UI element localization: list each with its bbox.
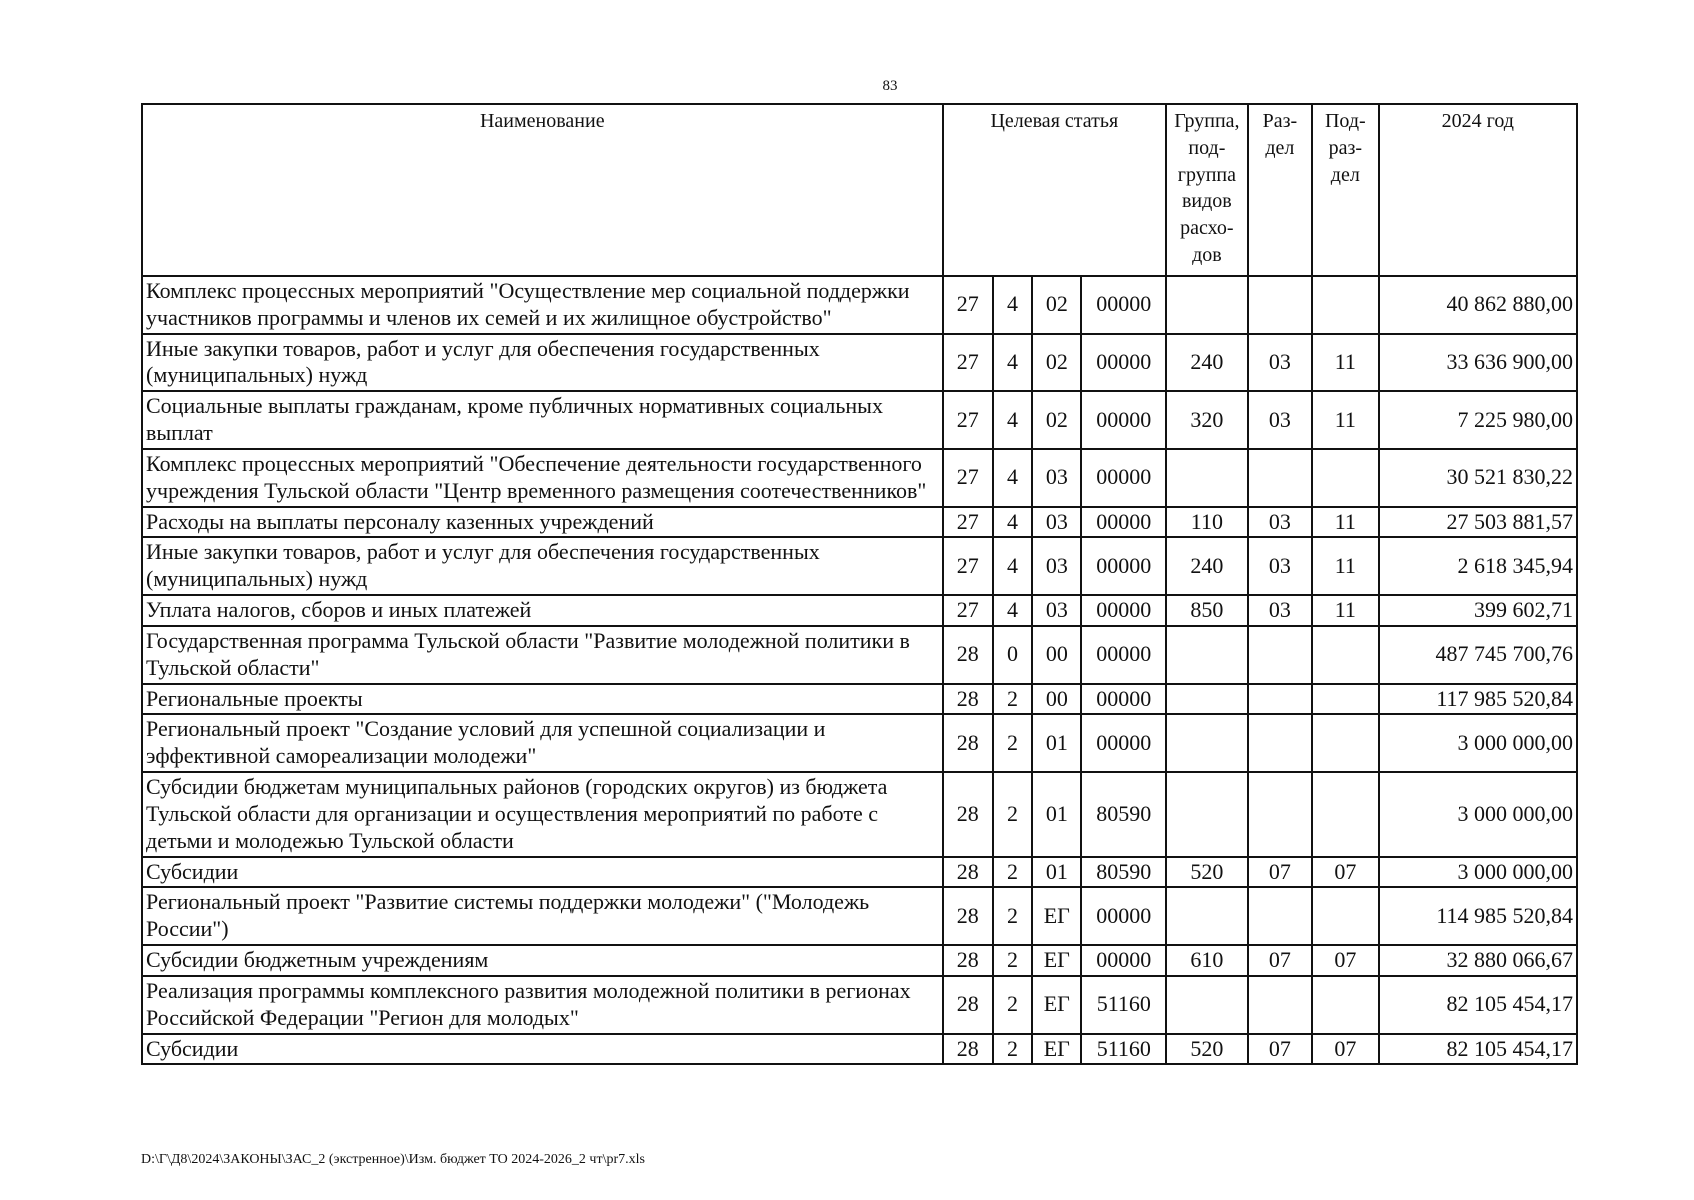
- target-code-direction: 00000: [1081, 391, 1166, 449]
- amount-2024: 27 503 881,57: [1379, 507, 1577, 538]
- target-code-subprogram: 4: [993, 507, 1032, 538]
- expense-group: 520: [1166, 1034, 1248, 1065]
- row-name: Уплата налогов, сборов и иных платежей: [142, 595, 943, 626]
- target-code-program: 27: [943, 537, 993, 595]
- target-code-subprogram: 0: [993, 626, 1032, 684]
- section-code: 03: [1248, 595, 1312, 626]
- amount-2024: 3 000 000,00: [1379, 714, 1577, 772]
- target-code-program: 27: [943, 449, 993, 507]
- target-code-direction: 00000: [1081, 276, 1166, 334]
- target-code-program: 27: [943, 276, 993, 334]
- subsection-code: [1312, 772, 1378, 856]
- target-code-subprogram: 2: [993, 976, 1032, 1034]
- header-target-article: Целевая статья: [943, 104, 1167, 276]
- target-code-direction: 00000: [1081, 714, 1166, 772]
- target-code-program: 27: [943, 391, 993, 449]
- section-code: [1248, 714, 1312, 772]
- table-row: [142, 507, 1577, 538]
- table-row: [142, 626, 1577, 684]
- amount-2024: 399 602,71: [1379, 595, 1577, 626]
- target-code-program: 28: [943, 714, 993, 772]
- target-code-program: 27: [943, 507, 993, 538]
- table-row: [142, 976, 1577, 1034]
- header-year: 2024 год: [1379, 104, 1577, 276]
- subsection-code: 11: [1312, 507, 1378, 538]
- target-code-direction: 00000: [1081, 507, 1166, 538]
- row-name: Региональный проект "Создание условий для успешной социализации и эффективной самореализации молодежи": [142, 714, 943, 772]
- target-code-subprogram: 2: [993, 945, 1032, 976]
- amount-2024: 3 000 000,00: [1379, 772, 1577, 856]
- target-code-program: 28: [943, 1034, 993, 1065]
- table-row: [142, 887, 1577, 945]
- amount-2024: 33 636 900,00: [1379, 334, 1577, 392]
- subsection-code: 07: [1312, 1034, 1378, 1065]
- row-name: Комплекс процессных мероприятий "Осуществление мер социальной поддержки участников программы и членов их семей и их жилищное обустройство": [142, 276, 943, 334]
- subsection-code: 11: [1312, 334, 1378, 392]
- amount-2024: 32 880 066,67: [1379, 945, 1577, 976]
- section-code: 03: [1248, 507, 1312, 538]
- footer-file-path: D:\Г\Д8\2024\ЗАКОНЫ\ЗАС_2 (экстренное)\Изм. бюджет ТО 2024-2026_2 чт\pr7.xls: [141, 1152, 645, 1167]
- subsection-code: [1312, 714, 1378, 772]
- subsection-code: 11: [1312, 595, 1378, 626]
- expense-group: [1166, 276, 1248, 334]
- expense-group: [1166, 772, 1248, 856]
- section-code: [1248, 772, 1312, 856]
- row-name: Иные закупки товаров, работ и услуг для обеспечения государственных (муниципальных) нужд: [142, 334, 943, 392]
- target-code-direction: 00000: [1081, 684, 1166, 715]
- target-code-subprogram: 4: [993, 391, 1032, 449]
- expense-group: [1166, 976, 1248, 1034]
- target-code-event: 03: [1032, 595, 1081, 626]
- target-code-program: 28: [943, 976, 993, 1034]
- target-code-direction: 80590: [1081, 857, 1166, 888]
- expense-group: [1166, 626, 1248, 684]
- expense-group: 520: [1166, 857, 1248, 888]
- row-name: Региональный проект "Развитие системы поддержки молодежи" ("Молодежь России"): [142, 887, 943, 945]
- target-code-program: 28: [943, 857, 993, 888]
- target-code-event: 02: [1032, 276, 1081, 334]
- budget-table: [141, 103, 1578, 1065]
- target-code-direction: 00000: [1081, 537, 1166, 595]
- amount-2024: 30 521 830,22: [1379, 449, 1577, 507]
- subsection-code: 11: [1312, 537, 1378, 595]
- target-code-program: 28: [943, 772, 993, 856]
- table-row: [142, 857, 1577, 888]
- page-number: 83: [882, 78, 898, 94]
- row-name: Государственная программа Тульской области "Развитие молодежной политики в Тульской области": [142, 626, 943, 684]
- row-name: Субсидии бюджетным учреждениям: [142, 945, 943, 976]
- target-code-subprogram: 4: [993, 595, 1032, 626]
- subsection-code: [1312, 887, 1378, 945]
- target-code-event: 01: [1032, 714, 1081, 772]
- subsection-code: 07: [1312, 857, 1378, 888]
- table-row: [142, 391, 1577, 449]
- expense-group: [1166, 449, 1248, 507]
- table-row: [142, 537, 1577, 595]
- table-header-row: [142, 104, 1577, 276]
- target-code-program: 27: [943, 334, 993, 392]
- target-code-subprogram: 2: [993, 857, 1032, 888]
- target-code-event: 00: [1032, 626, 1081, 684]
- target-code-direction: 00000: [1081, 334, 1166, 392]
- target-code-subprogram: 4: [993, 334, 1032, 392]
- table-body: [142, 276, 1577, 1064]
- amount-2024: 114 985 520,84: [1379, 887, 1577, 945]
- subsection-code: [1312, 684, 1378, 715]
- section-code: [1248, 276, 1312, 334]
- table-row: [142, 449, 1577, 507]
- target-code-subprogram: 4: [993, 276, 1032, 334]
- subsection-code: [1312, 976, 1378, 1034]
- header-section: Раз- дел: [1248, 104, 1312, 276]
- row-name: Иные закупки товаров, работ и услуг для обеспечения государственных (муниципальных) нужд: [142, 537, 943, 595]
- table-row: [142, 334, 1577, 392]
- target-code-event: 01: [1032, 772, 1081, 856]
- target-code-subprogram: 2: [993, 887, 1032, 945]
- amount-2024: 7 225 980,00: [1379, 391, 1577, 449]
- expense-group: 610: [1166, 945, 1248, 976]
- expense-group: 240: [1166, 537, 1248, 595]
- amount-2024: 82 105 454,17: [1379, 1034, 1577, 1065]
- amount-2024: 82 105 454,17: [1379, 976, 1577, 1034]
- target-code-subprogram: 2: [993, 714, 1032, 772]
- target-code-subprogram: 2: [993, 684, 1032, 715]
- target-code-subprogram: 4: [993, 537, 1032, 595]
- expense-group: 850: [1166, 595, 1248, 626]
- expense-group: 240: [1166, 334, 1248, 392]
- target-code-program: 28: [943, 684, 993, 715]
- section-code: 03: [1248, 537, 1312, 595]
- table-row: [142, 684, 1577, 715]
- target-code-event: ЕГ: [1032, 976, 1081, 1034]
- target-code-event: 03: [1032, 537, 1081, 595]
- target-code-event: 01: [1032, 857, 1081, 888]
- subsection-code: 07: [1312, 945, 1378, 976]
- target-code-program: 28: [943, 945, 993, 976]
- row-name: Социальные выплаты гражданам, кроме публичных нормативных социальных выплат: [142, 391, 943, 449]
- target-code-direction: 00000: [1081, 449, 1166, 507]
- table-row: [142, 595, 1577, 626]
- section-code: 07: [1248, 857, 1312, 888]
- row-name: Субсидии: [142, 857, 943, 888]
- amount-2024: 3 000 000,00: [1379, 857, 1577, 888]
- target-code-program: 27: [943, 595, 993, 626]
- subsection-code: 11: [1312, 391, 1378, 449]
- subsection-code: [1312, 449, 1378, 507]
- section-code: 07: [1248, 945, 1312, 976]
- header-name: Наименование: [142, 104, 943, 276]
- target-code-event: ЕГ: [1032, 887, 1081, 945]
- expense-group: 110: [1166, 507, 1248, 538]
- target-code-event: ЕГ: [1032, 945, 1081, 976]
- target-code-event: 03: [1032, 507, 1081, 538]
- row-name: Субсидии: [142, 1034, 943, 1065]
- amount-2024: 40 862 880,00: [1379, 276, 1577, 334]
- target-code-direction: 00000: [1081, 945, 1166, 976]
- row-name: Расходы на выплаты персоналу казенных учреждений: [142, 507, 943, 538]
- target-code-direction: 51160: [1081, 1034, 1166, 1065]
- target-code-event: 02: [1032, 391, 1081, 449]
- subsection-code: [1312, 626, 1378, 684]
- row-name: Реализация программы комплексного развития молодежной политики в регионах Российской Федерации "Регион для молодых": [142, 976, 943, 1034]
- target-code-direction: 00000: [1081, 595, 1166, 626]
- target-code-direction: 00000: [1081, 626, 1166, 684]
- row-name: Комплекс процессных мероприятий "Обеспечение деятельности государственного учреждения Тульской области "Центр временного размещения соотечественников": [142, 449, 943, 507]
- section-code: [1248, 449, 1312, 507]
- target-code-direction: 51160: [1081, 976, 1166, 1034]
- target-code-direction: 00000: [1081, 887, 1166, 945]
- subsection-code: [1312, 276, 1378, 334]
- target-code-direction: 80590: [1081, 772, 1166, 856]
- table-row: [142, 772, 1577, 856]
- section-code: 03: [1248, 391, 1312, 449]
- target-code-subprogram: 2: [993, 1034, 1032, 1065]
- row-name: Региональные проекты: [142, 684, 943, 715]
- amount-2024: 487 745 700,76: [1379, 626, 1577, 684]
- target-code-event: 00: [1032, 684, 1081, 715]
- table-row: [142, 276, 1577, 334]
- section-code: [1248, 887, 1312, 945]
- target-code-event: 03: [1032, 449, 1081, 507]
- table-row: [142, 714, 1577, 772]
- section-code: 03: [1248, 334, 1312, 392]
- target-code-subprogram: 4: [993, 449, 1032, 507]
- target-code-event: ЕГ: [1032, 1034, 1081, 1065]
- target-code-program: 28: [943, 887, 993, 945]
- expense-group: [1166, 684, 1248, 715]
- table-row: [142, 945, 1577, 976]
- target-code-subprogram: 2: [993, 772, 1032, 856]
- section-code: [1248, 684, 1312, 715]
- header-subsection: Под- раз- дел: [1312, 104, 1378, 276]
- target-code-event: 02: [1032, 334, 1081, 392]
- section-code: [1248, 626, 1312, 684]
- expense-group: [1166, 887, 1248, 945]
- header-expense-group: Группа, под- группа видов расхо- дов: [1166, 104, 1248, 276]
- amount-2024: 2 618 345,94: [1379, 537, 1577, 595]
- target-code-program: 28: [943, 626, 993, 684]
- table-row: [142, 1034, 1577, 1065]
- row-name: Субсидии бюджетам муниципальных районов (городских округов) из бюджета Тульской области для организации и осуществления мероприятий по работе с детьми и молодежью Тульской области: [142, 772, 943, 856]
- expense-group: [1166, 714, 1248, 772]
- section-code: [1248, 976, 1312, 1034]
- amount-2024: 117 985 520,84: [1379, 684, 1577, 715]
- expense-group: 320: [1166, 391, 1248, 449]
- section-code: 07: [1248, 1034, 1312, 1065]
